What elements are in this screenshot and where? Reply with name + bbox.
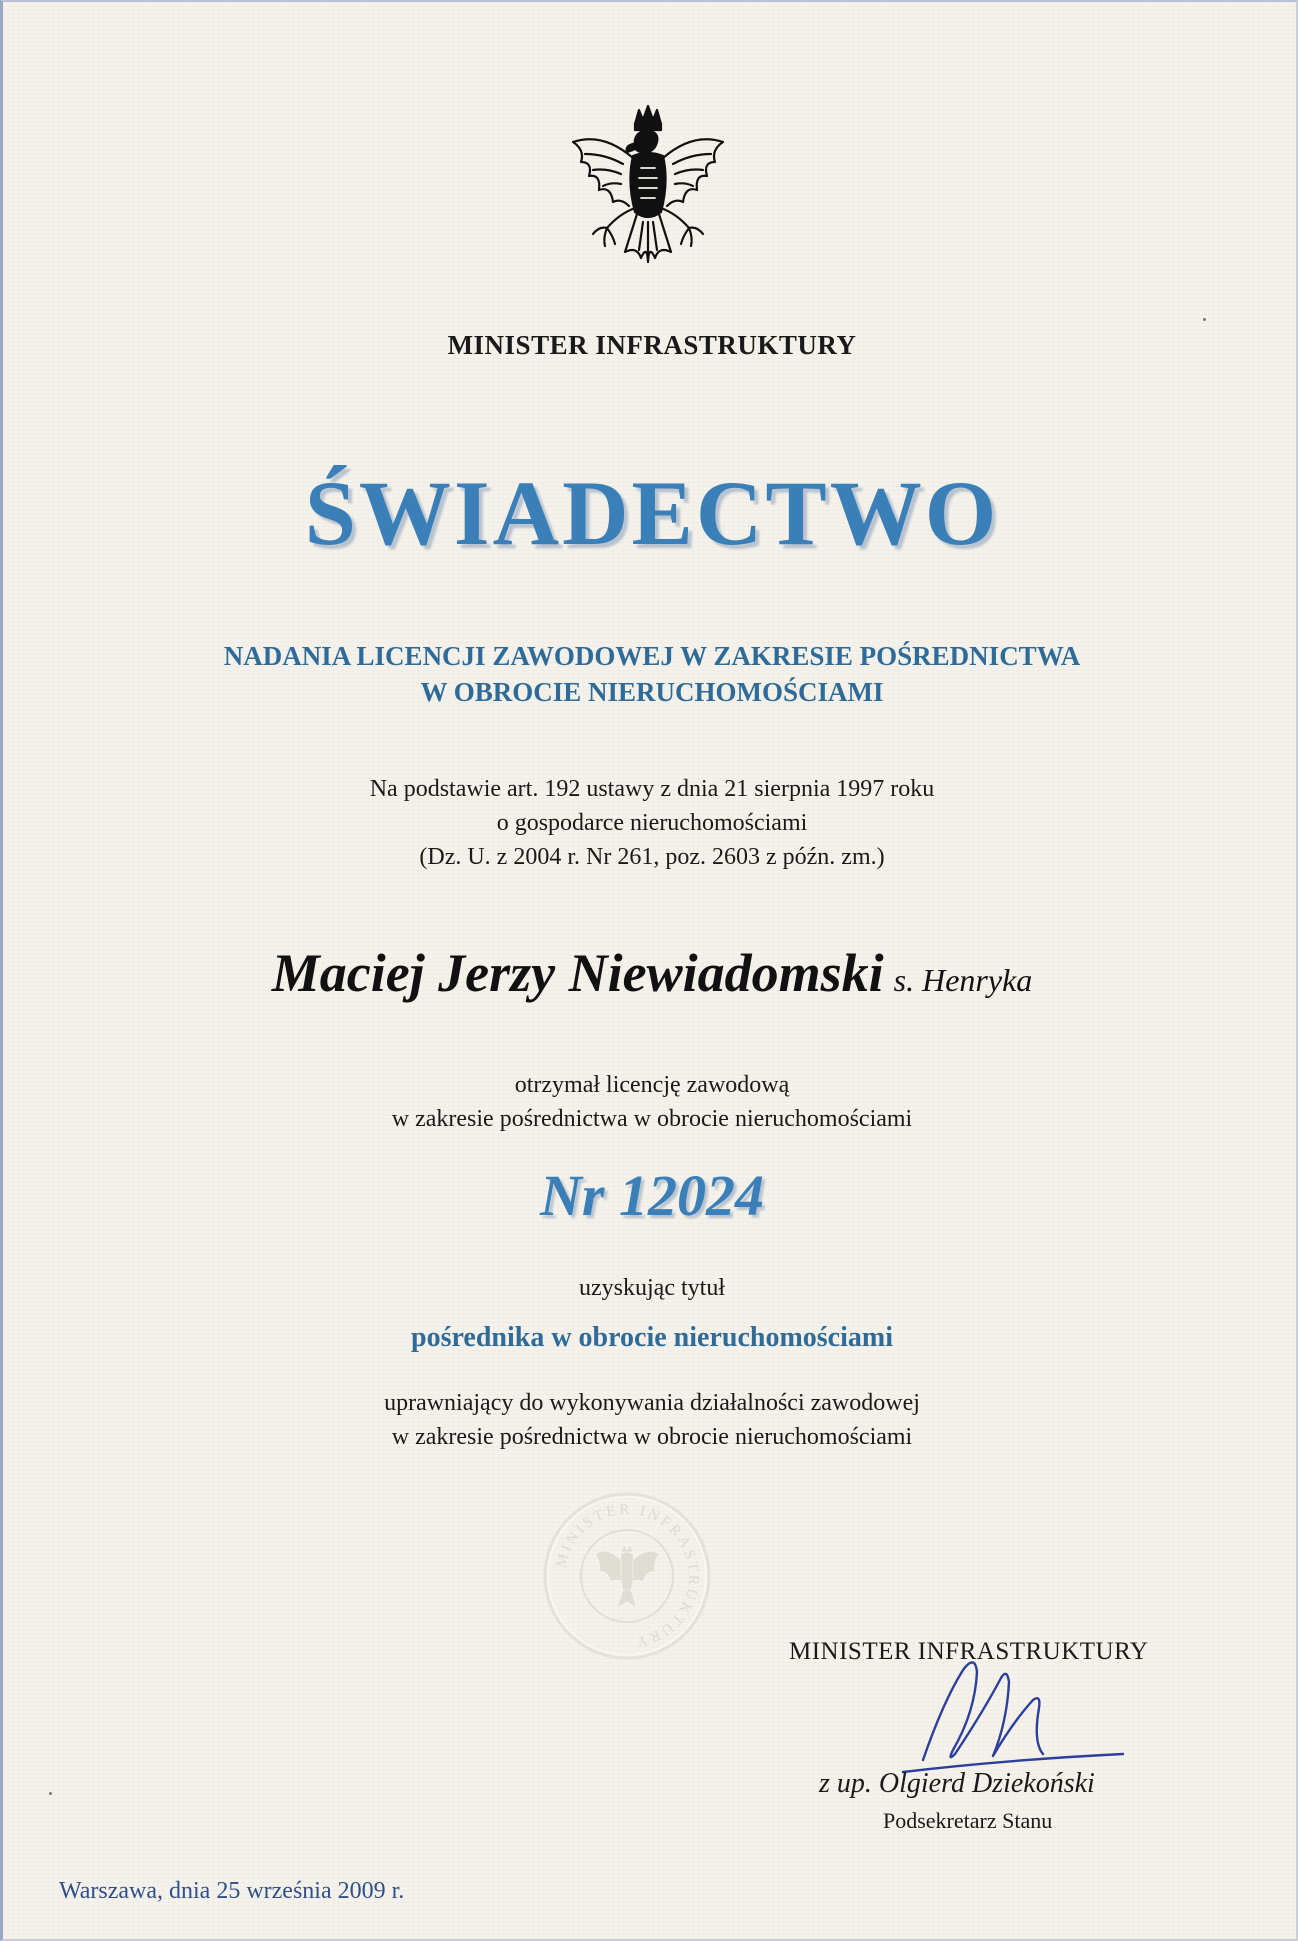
entitling-statement [3, 1386, 1298, 1454]
professional-title: pośrednika w obrocie nieruchomościami [411, 1322, 893, 1353]
signatory-name: z up. Olgierd Dziekoński [819, 1768, 1095, 1799]
issuer-heading: MINISTER INFRASTRUKTURY [447, 330, 857, 360]
recipient-father: s. Henryka [893, 962, 1033, 998]
received-line-2: w zakresie pośrednictwa w obrocie nieruchomościami [391, 1106, 913, 1132]
embossed-seal-icon [541, 1490, 713, 1662]
entitling-line-2: w zakresie pośrednictwa w obrocie nieruchomościami [391, 1424, 913, 1450]
signatory-role: Podsekretarz Stanu [883, 1808, 1053, 1833]
entitling-line-1: uprawniający do wykonywania działalności zawodowej [384, 1390, 920, 1416]
recipient-name: Maciej Jerzy Niewiadomski [271, 943, 884, 1003]
certificate-subtitle [3, 638, 1298, 710]
obtaining-label: uzyskując tytuł [579, 1275, 725, 1301]
recipient [3, 942, 1298, 1004]
signature-minister-label: MINISTER INFRASTRUKTURY [789, 1638, 1149, 1665]
basis-line-2: o gospodarce nieruchomościami [496, 810, 808, 836]
received-statement [3, 1068, 1298, 1136]
license-number: Nr 12024 [540, 1163, 764, 1228]
polish-eagle-icon [563, 102, 733, 292]
certificate-title: ŚWIADECTWO [304, 462, 1000, 564]
paper-speck [1203, 318, 1206, 321]
paper-speck [49, 1792, 52, 1795]
subtitle-line-2: W OBROCIE NIERUCHOMOŚCIAMI [420, 677, 884, 707]
svg-text:MINISTER INFRASTRUKTURY: MINISTER INFRASTRUKTURY [553, 1501, 702, 1650]
subtitle-line-1: NADANIA LICENCJI ZAWODOWEJ W ZAKRESIE POŚREDNICTWA [223, 641, 1081, 671]
basis-line-1: Na podstawie art. 192 ustawy z dnia 21 sierpnia 1997 roku [369, 776, 935, 802]
received-line-1: otrzymał licencję zawodową [514, 1072, 790, 1098]
handwritten-signature-icon [883, 1642, 1143, 1782]
basis-line-3: (Dz. U. z 2004 r. Nr 261, poz. 2603 z późn. zm.) [419, 844, 885, 870]
legal-basis [3, 772, 1298, 874]
place-and-date: Warszawa, dnia 25 września 2009 r. [59, 1878, 405, 1904]
